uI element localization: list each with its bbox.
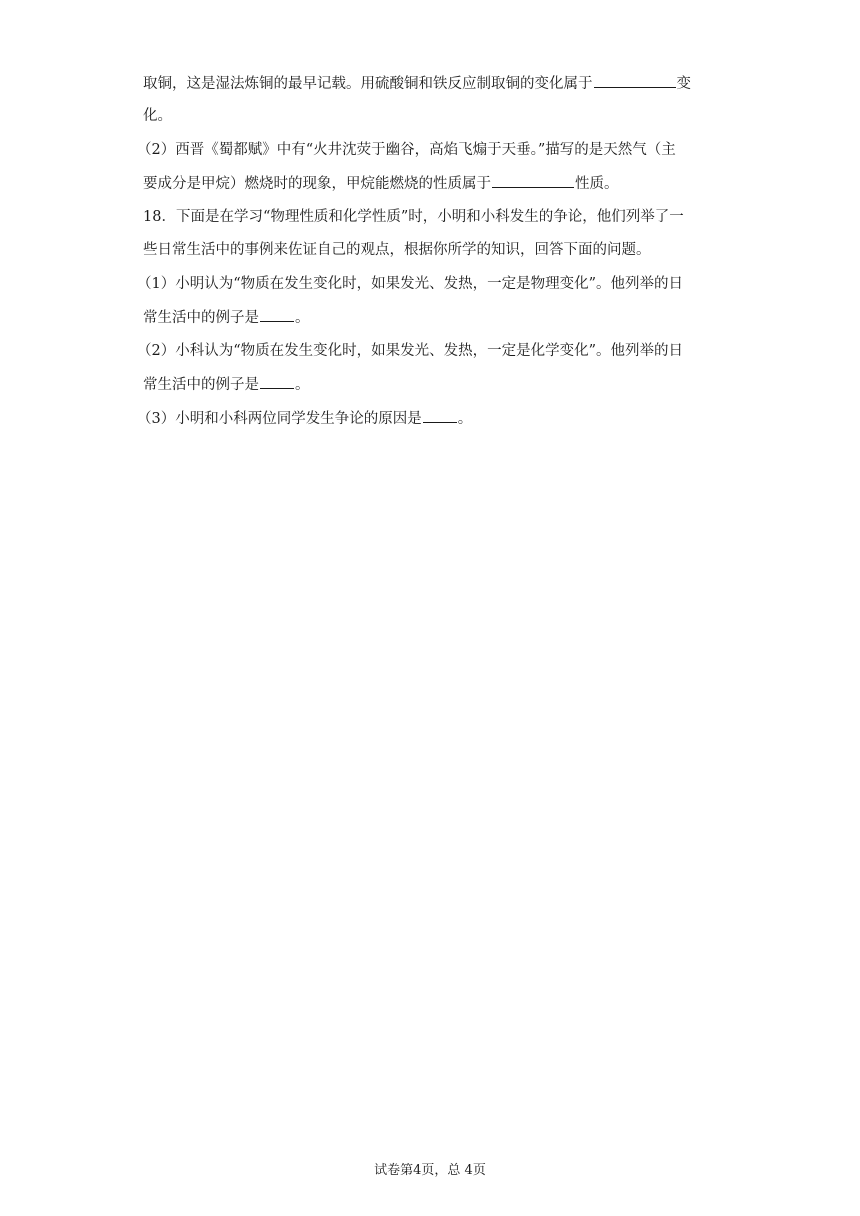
q18-sub2-line-2: [143, 374, 723, 395]
page-footer: 试卷第4页，总 4页: [374, 1163, 486, 1178]
q18-sub3-text: （3）小明和小科两位同学发生争论的原因是: [137, 411, 422, 427]
q18-sub1-text: 常生活中的例子是: [143, 310, 259, 326]
q18-sub1-text: 。: [295, 310, 310, 326]
q18-sub3-line: [137, 408, 717, 429]
q18-sub1-line-2: [143, 307, 723, 328]
q17-sub2-text: 要成分是甲烷）燃烧时的现象，甲烷能燃烧的性质属于: [143, 176, 491, 192]
q17-text: 取铜，这是湿法炼铜的最早记载。用硫酸铜和铁反应制取铜的变化属于: [143, 76, 593, 92]
q17-text: 化。: [143, 108, 172, 124]
q18-sub2-text: 常生活中的例子是: [143, 377, 259, 393]
q17-sub2-text: （2）西晋《蜀都赋》中有“火井沈荧于幽谷，高焰飞煽于天垂。”描写的是天然气（主: [137, 142, 676, 158]
q18-stem-text: 18．下面是在学习“物理性质和化学性质”时，小明和小科发生的争论，他们列举了一: [143, 209, 684, 225]
q18-stem-line-2: [143, 240, 723, 260]
q18-sub2-line-1: [137, 341, 717, 361]
answer-blank[interactable]: [260, 307, 294, 322]
q18-stem-text: 些日常生活中的事例来佐证自己的观点，根据你所学的知识，回答下面的问题。: [143, 242, 651, 258]
q17-sub2-text: 性质。: [575, 176, 619, 192]
answer-blank[interactable]: [492, 173, 574, 188]
q18-stem-line-1: [143, 207, 723, 227]
answer-blank[interactable]: [260, 374, 294, 389]
q18-sub2-text: （2）小科认为“物质在发生变化时，如果发光、发热，一定是化学变化”。他列举的日: [137, 343, 684, 359]
q17-sub2-line-1: [137, 140, 717, 160]
q18-sub2-text: 。: [295, 377, 310, 393]
q17-sub2-line-2: [143, 173, 723, 194]
q17-text: 变: [676, 76, 691, 92]
q17-line-1: [143, 73, 723, 94]
q18-sub1-text: （1）小明认为“物质在发生变化时，如果发光、发热，一定是物理变化”。他列举的日: [137, 276, 684, 292]
answer-blank[interactable]: [423, 408, 457, 423]
q17-line-2: [143, 106, 723, 126]
answer-blank[interactable]: [594, 73, 676, 88]
q18-sub3-text: 。: [457, 411, 473, 427]
q18-sub1-line-1: [137, 274, 717, 294]
